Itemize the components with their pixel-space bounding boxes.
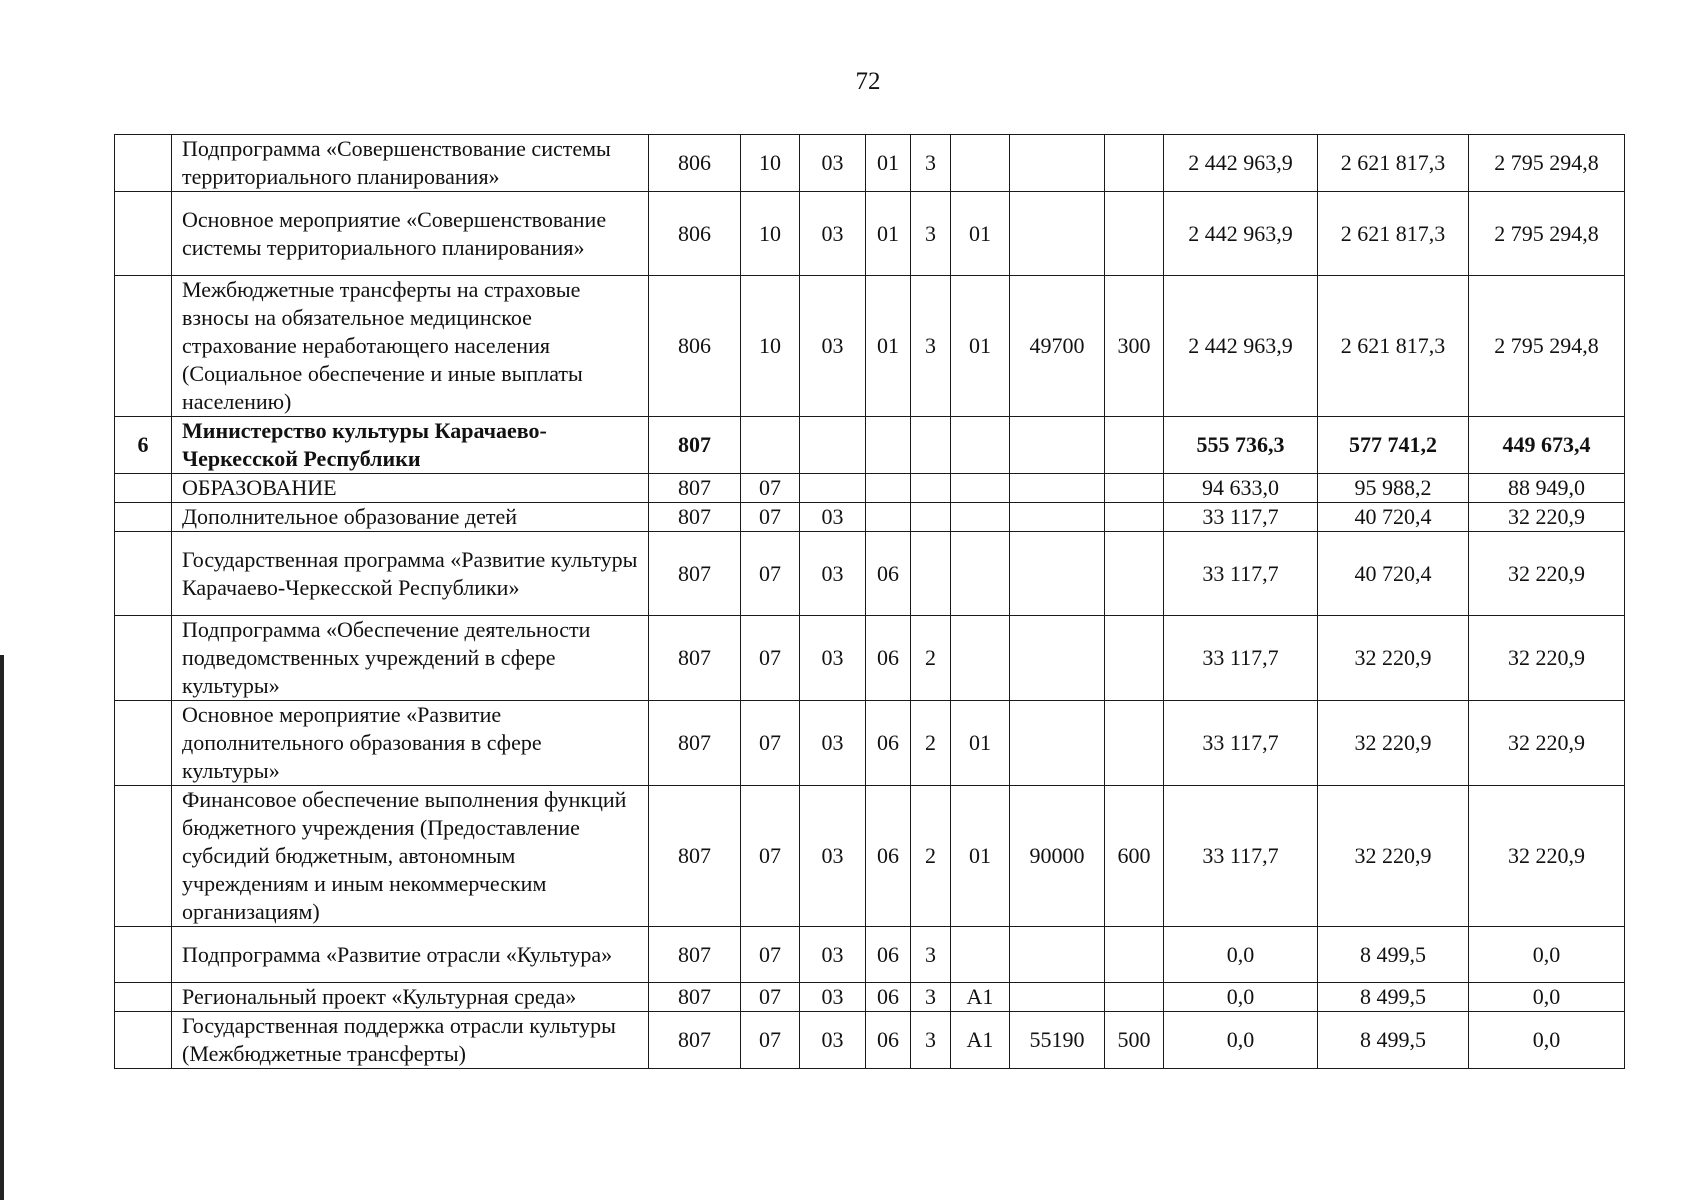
table-row (115, 1012, 1625, 1069)
subprogram-cell (911, 417, 951, 474)
name-cell: Подпрограмма «Развитие отрасли «Культура» (172, 927, 649, 983)
table-row (115, 927, 1625, 983)
year1-amount-cell: 2 442 963,9 (1164, 276, 1318, 417)
ministry-code-cell: 806 (649, 276, 741, 417)
subsection-cell: 03 (800, 192, 866, 276)
year1-amount-cell: 0,0 (1164, 983, 1318, 1012)
page-number: 72 (855, 68, 881, 95)
name-cell: Государственная программа «Развитие культуры Карачаево-Черкесской Республики» (172, 532, 649, 616)
year3-amount-cell: 2 795 294,8 (1469, 135, 1625, 192)
year2-amount-cell: 32 220,9 (1318, 786, 1469, 927)
table-row (115, 417, 1625, 474)
table-body (115, 135, 1625, 1069)
expense-type-cell (1105, 135, 1164, 192)
year2-amount-cell: 8 499,5 (1318, 927, 1469, 983)
section-cell: 10 (741, 192, 800, 276)
name-cell: Региональный проект «Культурная среда» (172, 983, 649, 1012)
direction-cell: 55190 (1010, 1012, 1105, 1069)
subsection-cell: 03 (800, 1012, 866, 1069)
table-row (115, 135, 1625, 192)
row-number-cell (115, 616, 172, 701)
expense-type-cell (1105, 616, 1164, 701)
direction-cell: 49700 (1010, 276, 1105, 417)
year3-amount-cell: 0,0 (1469, 927, 1625, 983)
subsection-cell: 03 (800, 532, 866, 616)
row-number-cell (115, 701, 172, 786)
direction-cell (1010, 983, 1105, 1012)
name-cell: Дополнительное образование детей (172, 503, 649, 532)
event-cell (951, 532, 1010, 616)
expense-type-cell (1105, 532, 1164, 616)
row-number-cell (115, 503, 172, 532)
expense-type-cell (1105, 701, 1164, 786)
row-number-cell (115, 135, 172, 192)
direction-cell (1010, 135, 1105, 192)
subprogram-cell: 3 (911, 927, 951, 983)
subsection-cell: 03 (800, 616, 866, 701)
ministry-code-cell: 807 (649, 532, 741, 616)
expense-type-cell: 600 (1105, 786, 1164, 927)
event-cell: 01 (951, 701, 1010, 786)
year1-amount-cell: 555 736,3 (1164, 417, 1318, 474)
year3-amount-cell: 88 949,0 (1469, 474, 1625, 503)
subprogram-cell (911, 474, 951, 503)
subprogram-cell (911, 503, 951, 532)
row-number-cell: 6 (115, 417, 172, 474)
name-cell: Министерство культуры Карачаево-Черкесской Республики (172, 417, 649, 474)
year3-amount-cell: 0,0 (1469, 1012, 1625, 1069)
year3-amount-cell: 32 220,9 (1469, 532, 1625, 616)
program-cell (866, 417, 911, 474)
row-number-cell (115, 786, 172, 927)
year1-amount-cell: 2 442 963,9 (1164, 135, 1318, 192)
ministry-code-cell: 806 (649, 135, 741, 192)
event-cell: А1 (951, 983, 1010, 1012)
subprogram-cell: 2 (911, 701, 951, 786)
year2-amount-cell: 32 220,9 (1318, 616, 1469, 701)
subsection-cell (800, 474, 866, 503)
subprogram-cell: 2 (911, 616, 951, 701)
subsection-cell: 03 (800, 503, 866, 532)
direction-cell (1010, 927, 1105, 983)
table-row (115, 503, 1625, 532)
event-cell: 01 (951, 276, 1010, 417)
year3-amount-cell: 449 673,4 (1469, 417, 1625, 474)
program-cell: 01 (866, 192, 911, 276)
expense-type-cell: 300 (1105, 276, 1164, 417)
section-cell: 07 (741, 503, 800, 532)
event-cell (951, 616, 1010, 701)
event-cell (951, 417, 1010, 474)
row-number-cell (115, 192, 172, 276)
section-cell: 07 (741, 786, 800, 927)
program-cell: 06 (866, 532, 911, 616)
section-cell: 07 (741, 616, 800, 701)
name-cell: ОБРАЗОВАНИЕ (172, 474, 649, 503)
direction-cell (1010, 503, 1105, 532)
section-cell (741, 417, 800, 474)
year1-amount-cell: 33 117,7 (1164, 786, 1318, 927)
table-row (115, 786, 1625, 927)
expense-type-cell (1105, 192, 1164, 276)
table-row (115, 276, 1625, 417)
name-cell: Финансовое обеспечение выполнения функций бюджетного учреждения (Предоставление субсидий бюджетным, автономным учреждениям и иным некоммерческим организациям) (172, 786, 649, 927)
ministry-code-cell: 807 (649, 417, 741, 474)
event-cell (951, 474, 1010, 503)
subprogram-cell: 3 (911, 1012, 951, 1069)
program-cell: 01 (866, 276, 911, 417)
scan-edge (0, 655, 4, 1200)
year2-amount-cell: 577 741,2 (1318, 417, 1469, 474)
year2-amount-cell: 40 720,4 (1318, 503, 1469, 532)
table-row (115, 474, 1625, 503)
row-number-cell (115, 474, 172, 503)
year2-amount-cell: 2 621 817,3 (1318, 192, 1469, 276)
section-cell: 07 (741, 983, 800, 1012)
section-cell: 07 (741, 1012, 800, 1069)
subprogram-cell: 3 (911, 983, 951, 1012)
section-cell: 07 (741, 927, 800, 983)
year1-amount-cell: 33 117,7 (1164, 701, 1318, 786)
ministry-code-cell: 807 (649, 927, 741, 983)
name-cell: Межбюджетные трансферты на страховые взносы на обязательное медицинское страхование неработающего населения (Социальное обеспечение и иные выплаты населению) (172, 276, 649, 417)
ministry-code-cell: 807 (649, 1012, 741, 1069)
program-cell: 06 (866, 701, 911, 786)
row-number-cell (115, 276, 172, 417)
year1-amount-cell: 94 633,0 (1164, 474, 1318, 503)
year1-amount-cell: 33 117,7 (1164, 503, 1318, 532)
year3-amount-cell: 32 220,9 (1469, 786, 1625, 927)
expense-type-cell (1105, 983, 1164, 1012)
direction-cell (1010, 417, 1105, 474)
program-cell: 06 (866, 616, 911, 701)
direction-cell (1010, 701, 1105, 786)
event-cell (951, 135, 1010, 192)
program-cell (866, 474, 911, 503)
program-cell: 06 (866, 786, 911, 927)
subsection-cell: 03 (800, 701, 866, 786)
year3-amount-cell: 32 220,9 (1469, 701, 1625, 786)
year3-amount-cell: 2 795 294,8 (1469, 276, 1625, 417)
subprogram-cell: 3 (911, 135, 951, 192)
subsection-cell (800, 417, 866, 474)
year1-amount-cell: 0,0 (1164, 927, 1318, 983)
expense-type-cell (1105, 503, 1164, 532)
row-number-cell (115, 532, 172, 616)
subsection-cell: 03 (800, 983, 866, 1012)
direction-cell (1010, 532, 1105, 616)
year3-amount-cell: 32 220,9 (1469, 616, 1625, 701)
ministry-code-cell: 807 (649, 983, 741, 1012)
ministry-code-cell: 807 (649, 503, 741, 532)
subprogram-cell: 3 (911, 276, 951, 417)
table-row (115, 192, 1625, 276)
year3-amount-cell: 32 220,9 (1469, 503, 1625, 532)
name-cell: Подпрограмма «Обеспечение деятельности подведомственных учреждений в сфере культуры» (172, 616, 649, 701)
event-cell (951, 503, 1010, 532)
name-cell: Основное мероприятие «Развитие дополнительного образования в сфере культуры» (172, 701, 649, 786)
table-row (115, 701, 1625, 786)
table-row (115, 532, 1625, 616)
name-cell: Государственная поддержка отрасли культуры (Межбюджетные трансферты) (172, 1012, 649, 1069)
subsection-cell: 03 (800, 276, 866, 417)
ministry-code-cell: 807 (649, 616, 741, 701)
table-row (115, 983, 1625, 1012)
table-row (115, 616, 1625, 701)
row-number-cell (115, 1012, 172, 1069)
section-cell: 07 (741, 532, 800, 616)
section-cell: 07 (741, 474, 800, 503)
year1-amount-cell: 0,0 (1164, 1012, 1318, 1069)
year1-amount-cell: 33 117,7 (1164, 532, 1318, 616)
subsection-cell: 03 (800, 786, 866, 927)
row-number-cell (115, 983, 172, 1012)
year3-amount-cell: 0,0 (1469, 983, 1625, 1012)
program-cell (866, 503, 911, 532)
year2-amount-cell: 2 621 817,3 (1318, 135, 1469, 192)
year1-amount-cell: 33 117,7 (1164, 616, 1318, 701)
ministry-code-cell: 806 (649, 192, 741, 276)
subsection-cell: 03 (800, 135, 866, 192)
program-cell: 06 (866, 927, 911, 983)
event-cell: А1 (951, 1012, 1010, 1069)
year2-amount-cell: 8 499,5 (1318, 983, 1469, 1012)
row-number-cell (115, 927, 172, 983)
year2-amount-cell: 95 988,2 (1318, 474, 1469, 503)
year3-amount-cell: 2 795 294,8 (1469, 192, 1625, 276)
subsection-cell: 03 (800, 927, 866, 983)
program-cell: 06 (866, 1012, 911, 1069)
direction-cell (1010, 474, 1105, 503)
expense-type-cell (1105, 927, 1164, 983)
year2-amount-cell: 8 499,5 (1318, 1012, 1469, 1069)
budget-table (114, 134, 1625, 1069)
section-cell: 07 (741, 701, 800, 786)
name-cell: Подпрограмма «Совершенствование системы территориального планирования» (172, 135, 649, 192)
year1-amount-cell: 2 442 963,9 (1164, 192, 1318, 276)
expense-type-cell (1105, 474, 1164, 503)
program-cell: 01 (866, 135, 911, 192)
year2-amount-cell: 40 720,4 (1318, 532, 1469, 616)
ministry-code-cell: 807 (649, 701, 741, 786)
name-cell: Основное мероприятие «Совершенствование системы территориального планирования» (172, 192, 649, 276)
event-cell: 01 (951, 192, 1010, 276)
direction-cell (1010, 616, 1105, 701)
subprogram-cell: 3 (911, 192, 951, 276)
expense-type-cell (1105, 417, 1164, 474)
subprogram-cell (911, 532, 951, 616)
ministry-code-cell: 807 (649, 474, 741, 503)
direction-cell (1010, 192, 1105, 276)
program-cell: 06 (866, 983, 911, 1012)
section-cell: 10 (741, 135, 800, 192)
event-cell (951, 927, 1010, 983)
direction-cell: 90000 (1010, 786, 1105, 927)
year2-amount-cell: 32 220,9 (1318, 701, 1469, 786)
year2-amount-cell: 2 621 817,3 (1318, 276, 1469, 417)
ministry-code-cell: 807 (649, 786, 741, 927)
section-cell: 10 (741, 276, 800, 417)
event-cell: 01 (951, 786, 1010, 927)
expense-type-cell: 500 (1105, 1012, 1164, 1069)
subprogram-cell: 2 (911, 786, 951, 927)
